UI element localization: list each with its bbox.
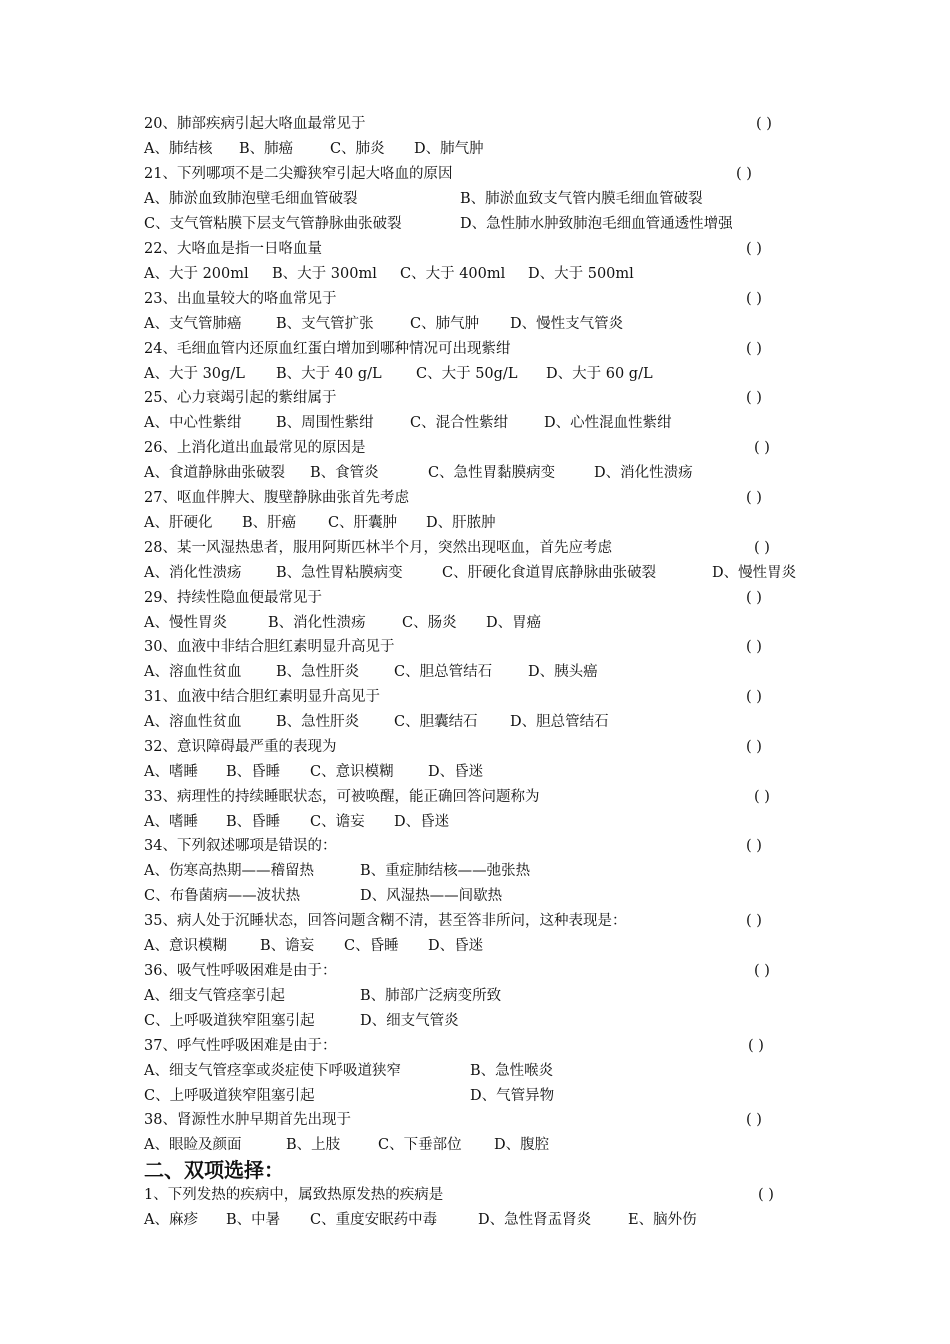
question-24 [144, 337, 824, 361]
question-26 [144, 436, 824, 460]
option: B、消化性溃疡 [268, 615, 366, 631]
option: B、急性肝炎 [276, 664, 360, 680]
option: C、胆囊结石 [394, 714, 478, 730]
option: D、腹腔 [494, 1137, 550, 1153]
options-row [144, 561, 824, 585]
option: C、昏睡 [344, 938, 399, 954]
question-23 [144, 287, 824, 311]
option: C、肺气肿 [410, 316, 480, 332]
option: D、胰头癌 [528, 664, 598, 680]
options-row [144, 411, 824, 435]
question-stem: 29、持续性隐血便最常见于 [144, 590, 322, 606]
option: C、重度安眠药中毒 [310, 1212, 438, 1228]
option: B、上肢 [286, 1137, 341, 1153]
options-row [144, 212, 824, 236]
options-row [144, 710, 824, 734]
option: C、布鲁菌病——波状热 [144, 888, 301, 904]
question-25 [144, 386, 824, 410]
answer-blank: ( ) [746, 838, 762, 854]
question-20 [144, 112, 824, 136]
question-stem: 36、吸气性呼吸困难是由于： [144, 963, 337, 979]
option: B、谵妄 [260, 938, 315, 954]
option: A、中心性紫绀 [144, 415, 242, 431]
answer-blank: ( ) [746, 590, 762, 606]
options-row [144, 611, 824, 635]
options-row [144, 187, 824, 211]
options-row [144, 362, 824, 386]
option: D、昏迷 [428, 764, 484, 780]
answer-blank: ( ) [754, 540, 770, 556]
answer-blank: ( ) [736, 166, 752, 182]
section2-question-1 [144, 1183, 824, 1207]
option: A、溶血性贫血 [144, 714, 242, 730]
options-row [144, 1208, 824, 1232]
option: A、支气管肺癌 [144, 316, 242, 332]
options-row [144, 262, 824, 286]
option: A、大于 30g/L [144, 366, 245, 382]
question-stem: 27、呕血伴脾大、腹壁静脉曲张首先考虑 [144, 490, 409, 506]
option: B、昏睡 [226, 764, 281, 780]
answer-blank: ( ) [746, 291, 762, 307]
answer-blank: ( ) [746, 241, 762, 257]
option: A、溶血性贫血 [144, 664, 242, 680]
section-title: 二、双项选择： [144, 1158, 284, 1182]
option: D、昏迷 [428, 938, 484, 954]
options-row [144, 1084, 824, 1108]
option: D、风湿热——间歇热 [360, 888, 503, 904]
answer-blank: ( ) [746, 739, 762, 755]
options-row [144, 1133, 824, 1157]
option: D、昏迷 [394, 814, 450, 830]
question-stem: 37、呼气性呼吸困难是由于： [144, 1038, 337, 1054]
question-stem: 31、血液中结合胆红素明显升高见于 [144, 689, 380, 705]
option: C、肝囊肿 [328, 515, 398, 531]
answer-blank: ( ) [758, 1187, 774, 1203]
question-stem: 33、病理性的持续睡眠状态，可被唤醒，能正确回答问题称为 [144, 789, 540, 805]
options-row [144, 984, 824, 1008]
options-row [144, 660, 824, 684]
option: B、肝癌 [242, 515, 297, 531]
option: C、支气管粘膜下层支气管静脉曲张破裂 [144, 216, 402, 232]
option: C、大于 50g/L [416, 366, 518, 382]
option: A、嗜睡 [144, 814, 198, 830]
option: D、胆总管结石 [510, 714, 609, 730]
question-33 [144, 785, 824, 809]
option: C、混合性紫绀 [410, 415, 509, 431]
question-37 [144, 1034, 824, 1058]
option: A、肺淤血致肺泡壁毛细血管破裂 [144, 191, 358, 207]
question-stem: 32、意识障碍最严重的表现为 [144, 739, 337, 755]
options-row [144, 884, 824, 908]
option: A、意识模糊 [144, 938, 227, 954]
question-stem: 23、出血量较大的咯血常见于 [144, 291, 337, 307]
answer-blank: ( ) [746, 689, 762, 705]
option: B、周围性紫绀 [276, 415, 374, 431]
answer-blank: ( ) [746, 341, 762, 357]
option: A、麻疹 [144, 1212, 198, 1228]
question-stem: 30、血液中非结合胆红素明显升高见于 [144, 639, 395, 655]
question-28 [144, 536, 824, 560]
option: C、肺炎 [330, 141, 385, 157]
options-row [144, 810, 824, 834]
question-stem: 22、大咯血是指一日咯血量 [144, 241, 322, 257]
answer-blank: ( ) [756, 116, 772, 132]
question-stem: 1、下列发热的疾病中，属致热原发热的疾病是 [144, 1187, 444, 1203]
option: C、意识模糊 [310, 764, 394, 780]
option: A、慢性胃炎 [144, 615, 227, 631]
answer-blank: ( ) [754, 963, 770, 979]
option: E、脑外伤 [628, 1212, 697, 1228]
option: B、肺淤血致支气管内膜毛细血管破裂 [460, 191, 703, 207]
option: D、急性肺水肿致肺泡毛细血管通透性增强 [460, 216, 733, 232]
answer-blank: ( ) [746, 639, 762, 655]
option: D、心性混血性紫绀 [544, 415, 672, 431]
option: B、重症肺结核——弛张热 [360, 863, 531, 879]
option: B、急性喉炎 [470, 1063, 554, 1079]
option: C、上呼吸道狭窄阻塞引起 [144, 1013, 315, 1029]
option: A、消化性溃疡 [144, 565, 242, 581]
answer-blank: ( ) [746, 490, 762, 506]
option: A、食道静脉曲张破裂 [144, 465, 285, 481]
options-row [144, 760, 824, 784]
options-row [144, 1059, 824, 1083]
option: B、急性肝炎 [276, 714, 360, 730]
question-31 [144, 685, 824, 709]
option: B、肺癌 [239, 141, 294, 157]
options-row [144, 859, 824, 883]
question-38 [144, 1108, 824, 1132]
option: D、大于 500ml [528, 266, 634, 282]
question-34 [144, 834, 824, 858]
option: D、肝脓肿 [426, 515, 496, 531]
question-30 [144, 635, 824, 659]
option: C、谵妄 [310, 814, 365, 830]
option: A、伤寒高热期——稽留热 [144, 863, 314, 879]
option: B、肺部广泛病变所致 [360, 988, 502, 1004]
question-35 [144, 909, 824, 933]
question-stem: 20、肺部疾病引起大咯血最常见于 [144, 116, 366, 132]
option: D、肺气肿 [414, 141, 484, 157]
option: D、气管异物 [470, 1088, 555, 1104]
option: A、细支气管痉挛或炎症使下呼吸道狭窄 [144, 1063, 401, 1079]
options-row [144, 1009, 824, 1033]
option: D、急性肾盂肾炎 [478, 1212, 592, 1228]
option: B、急性胃粘膜病变 [276, 565, 403, 581]
question-32 [144, 735, 824, 759]
option: A、肝硬化 [144, 515, 213, 531]
options-row [144, 461, 824, 485]
option: C、胆总管结石 [394, 664, 493, 680]
question-21 [144, 162, 824, 186]
question-27 [144, 486, 824, 510]
option: B、支气管扩张 [276, 316, 374, 332]
option: B、食管炎 [310, 465, 379, 481]
option: C、肠炎 [402, 615, 457, 631]
option: D、慢性支气管炎 [510, 316, 624, 332]
option: D、大于 60 g/L [546, 366, 653, 382]
options-row [144, 934, 824, 958]
option: B、中暑 [226, 1212, 281, 1228]
question-stem: 34、下列叙述哪项是错误的： [144, 838, 337, 854]
option: D、细支气管炎 [360, 1013, 459, 1029]
options-row [144, 137, 824, 161]
option: D、慢性胃炎 [712, 565, 797, 581]
question-29 [144, 586, 824, 610]
option: C、肝硬化食道胃底静脉曲张破裂 [442, 565, 657, 581]
question-stem: 21、下列哪项不是二尖瓣狭窄引起大咯血的原因 [144, 166, 453, 182]
option: A、嗜睡 [144, 764, 198, 780]
question-stem: 28、某一风湿热患者，服用阿斯匹林半个月，突然出现呕血，首先应考虑 [144, 540, 612, 556]
answer-blank: ( ) [754, 789, 770, 805]
option: C、急性胃黏膜病变 [428, 465, 556, 481]
option: A、眼睑及颜面 [144, 1137, 242, 1153]
answer-blank: ( ) [746, 1112, 762, 1128]
option: A、肺结核 [144, 141, 213, 157]
option: A、细支气管痉挛引起 [144, 988, 285, 1004]
option: A、大于 200ml [144, 266, 249, 282]
question-stem: 38、肾源性水肿早期首先出现于 [144, 1112, 351, 1128]
option: C、大于 400ml [400, 266, 506, 282]
answer-blank: ( ) [748, 1038, 764, 1054]
question-stem: 26、上消化道出血最常见的原因是 [144, 440, 366, 456]
option: B、大于 40 g/L [276, 366, 382, 382]
option: D、胃癌 [486, 615, 542, 631]
question-36 [144, 959, 824, 983]
question-stem: 35、病人处于沉睡状态，回答问题含糊不清，甚至答非所问，这种表现是： [144, 913, 627, 929]
answer-blank: ( ) [746, 390, 762, 406]
options-row [144, 511, 824, 535]
answer-blank: ( ) [746, 913, 762, 929]
question-stem: 25、心力衰竭引起的紫绀属于 [144, 390, 337, 406]
question-stem: 24、毛细血管内还原血红蛋白增加到哪种情况可出现紫绀 [144, 341, 511, 357]
options-row [144, 312, 824, 336]
option: B、昏睡 [226, 814, 281, 830]
option: B、大于 300ml [272, 266, 377, 282]
answer-blank: ( ) [754, 440, 770, 456]
option: C、上呼吸道狭窄阻塞引起 [144, 1088, 315, 1104]
option: C、下垂部位 [378, 1137, 462, 1153]
option: D、消化性溃疡 [594, 465, 693, 481]
question-22 [144, 237, 824, 261]
